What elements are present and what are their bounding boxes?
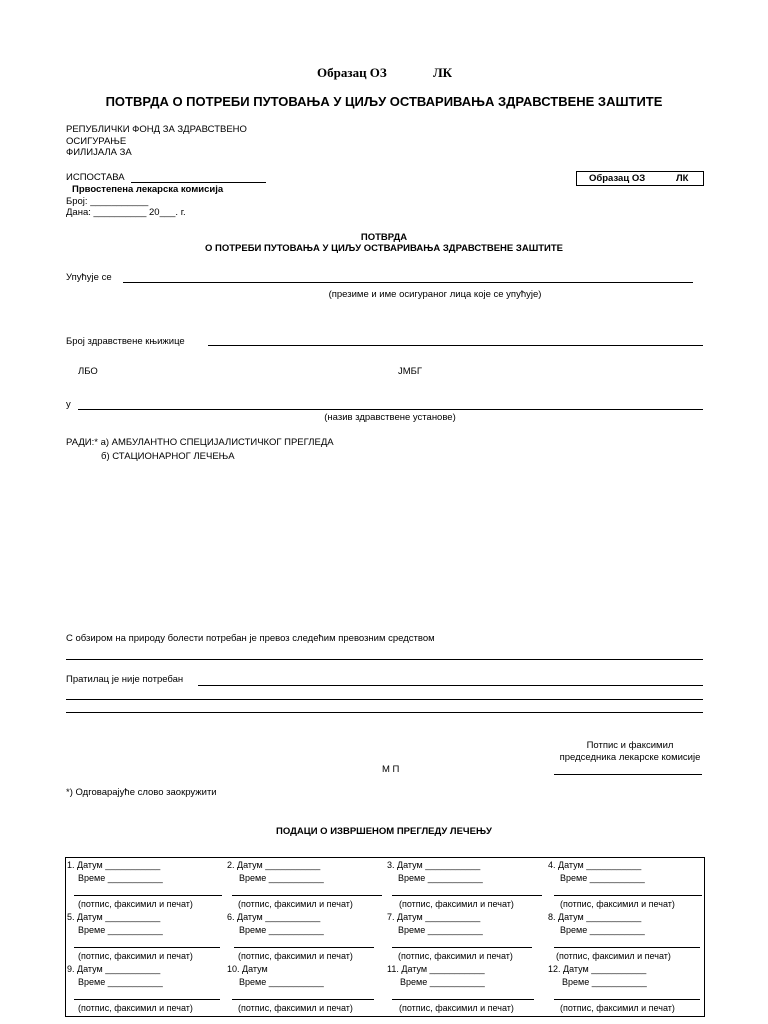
doc-title-line2: О ПОТРЕБИ ПУТОВАЊА У ЦИЉУ ОСТВАРИВАЊА ЗДРАВСТВЕНЕ ЗАШТИТЕ	[204, 243, 564, 254]
exam-date-2: 2. Датум ___________	[227, 860, 321, 870]
exam-sign-line-4[interactable]	[554, 895, 702, 896]
exam-sign-5: (потпис, факсимил и печат)	[78, 951, 193, 961]
broj-knjizice-line[interactable]	[208, 345, 703, 346]
exam-cell-8[interactable]	[546, 910, 704, 962]
signature-line1: Потпис и факсимил	[586, 740, 674, 751]
radi-option-a[interactable]: РАДИ:* а) АМБУЛАНТНО СПЕЦИЈАЛИСТИЧКОГ ПРЕГЛЕДА	[66, 437, 334, 448]
exam-cell-1[interactable]	[66, 858, 226, 910]
form-code: ЛК	[433, 65, 453, 80]
main-title: ПОТВРДА О ПОТРЕБИ ПУТОВАЊА У ЦИЉУ ОСТВАРИВАЊА ЗДРАВСТВЕНЕ ЗАШТИТЕ	[105, 94, 663, 109]
exam-date-1: 1. Датум ___________	[67, 860, 161, 870]
footnote: *) Одговарајуће слово заокружити	[66, 787, 217, 798]
ispostava-line[interactable]	[131, 182, 266, 183]
exam-cell-2[interactable]	[226, 858, 386, 910]
box-form-code: ЛК	[676, 173, 689, 184]
exam-date-8: 8. Датум ___________	[548, 912, 642, 922]
exam-sign-line-12[interactable]	[554, 999, 700, 1000]
exam-sign-line-3[interactable]	[392, 895, 542, 896]
exam-cell-7[interactable]	[386, 910, 546, 962]
exam-sign-9: (потпис, факсимил и печат)	[78, 1003, 193, 1013]
box-form-label: Образац ОЗ	[589, 173, 646, 184]
exam-sign-line-1[interactable]	[74, 895, 222, 896]
exam-sign-line-7[interactable]	[392, 947, 532, 948]
dana-field[interactable]: Дана: __________ 20___. г.	[66, 207, 186, 218]
exam-date-3: 3. Датум ___________	[387, 860, 481, 870]
doc-title-line1: ПОТВРДА	[360, 232, 408, 243]
upucuje-label: Упућује се	[66, 272, 112, 283]
commission-label: Првостепена лекарска комисија	[72, 184, 224, 195]
exam-time-3: Време ___________	[398, 873, 483, 883]
broj-field[interactable]: Број: ___________	[66, 196, 149, 207]
prevoz-line[interactable]	[66, 659, 703, 660]
exam-sign-2: (потпис, факсимил и печат)	[238, 899, 353, 909]
exam-cell-12[interactable]	[546, 962, 704, 1016]
exam-cell-3[interactable]	[386, 858, 546, 910]
exam-time-1: Време ___________	[78, 873, 163, 883]
exam-sign-line-2[interactable]	[232, 895, 382, 896]
extra-line-1[interactable]	[66, 699, 703, 700]
exam-cell-5[interactable]	[66, 910, 226, 962]
mp-label: М П	[382, 764, 400, 775]
exam-sign-1: (потпис, факсимил и печат)	[78, 899, 193, 909]
exam-time-6: Време ___________	[239, 925, 324, 935]
exam-cell-11[interactable]	[386, 962, 546, 1016]
u-label: у	[66, 399, 71, 410]
exam-sign-4: (потпис, факсимил и печат)	[560, 899, 675, 909]
exam-date-7: 7. Датум ___________	[387, 912, 481, 922]
lbo-label: ЛБО	[78, 366, 98, 377]
issuer-line2: ОСИГУРАЊЕ	[66, 136, 127, 147]
exam-sign-line-5[interactable]	[74, 947, 220, 948]
exam-sign-12: (потпис, факсимил и печат)	[560, 1003, 675, 1013]
ustanova-hint: (назив здравствене установе)	[324, 412, 456, 423]
ustanova-line[interactable]	[78, 409, 703, 410]
jmbg-label: ЈМБГ	[398, 366, 423, 377]
exam-cell-10[interactable]	[226, 962, 386, 1016]
exam-sign-line-10[interactable]	[232, 999, 374, 1000]
form-code-box	[576, 171, 704, 186]
prevoz-label: С обзиром на природу болести потребан је превоз следећим превозним средством	[66, 633, 435, 644]
exam-time-10: Време ___________	[239, 977, 324, 987]
extra-line-2[interactable]	[66, 712, 703, 713]
exam-time-7: Време ___________	[398, 925, 483, 935]
exam-cell-9[interactable]	[66, 962, 226, 1016]
exam-sign-line-6[interactable]	[234, 947, 374, 948]
exam-date-5: 5. Датум ___________	[67, 912, 161, 922]
exam-date-4: 4. Датум ___________	[548, 860, 642, 870]
exam-date-10: 10. Датум	[227, 964, 268, 974]
radi-option-b[interactable]: б) СТАЦИОНАРНОГ ЛЕЧЕЊА	[101, 451, 235, 462]
issuer-line1: РЕПУБЛИЧКИ ФОНД ЗА ЗДРАВСТВЕНО	[66, 124, 247, 135]
exam-time-2: Време ___________	[239, 873, 324, 883]
exam-time-12: Време ___________	[562, 977, 647, 987]
broj-knjizice-label: Број здравствене књижице	[66, 336, 185, 347]
exam-sign-line-9[interactable]	[74, 999, 220, 1000]
exam-date-9: 9. Датум ___________	[67, 964, 161, 974]
exam-cell-4[interactable]	[546, 858, 704, 910]
pratilac-label[interactable]: Пратилац је није потребан	[66, 674, 184, 685]
exam-sign-6: (потпис, факсимил и печат)	[238, 951, 353, 961]
exam-sign-line-8[interactable]	[554, 947, 700, 948]
exam-sign-8: (потпис, факсимил и печат)	[556, 951, 671, 961]
exam-table	[65, 857, 705, 1017]
upucuje-hint: (презиме и име осигураног лица које се упућује)	[328, 289, 542, 300]
signature-line[interactable]	[554, 774, 702, 775]
exam-sign-11: (потпис, факсимил и печат)	[399, 1003, 514, 1013]
exam-date-11: 11. Датум ___________	[387, 964, 485, 974]
exam-date-12: 12. Датум ___________	[548, 964, 647, 974]
exam-sign-line-11[interactable]	[392, 999, 534, 1000]
form-label: Образац ОЗ	[317, 65, 387, 80]
exam-time-5: Време ___________	[78, 925, 163, 935]
exam-sign-7: (потпис, факсимил и печат)	[398, 951, 513, 961]
exam-sign-10: (потпис, факсимил и печат)	[238, 1003, 353, 1013]
exam-time-8: Време ___________	[560, 925, 645, 935]
exam-sign-3: (потпис, факсимил и печат)	[399, 899, 514, 909]
exam-date-6: 6. Датум ___________	[227, 912, 321, 922]
exam-cell-6[interactable]	[226, 910, 386, 962]
signature-line2: председника лекарске комисије	[559, 752, 701, 763]
upucuje-line[interactable]	[123, 282, 693, 283]
pratilac-line[interactable]	[198, 685, 703, 686]
exam-time-11: Време ___________	[400, 977, 485, 987]
exam-time-4: Време ___________	[560, 873, 645, 883]
table-title: ПОДАЦИ О ИЗВРШЕНОМ ПРЕГЛЕДУ ЛЕЧЕЊУ	[276, 826, 492, 837]
issuer-line3: ФИЛИЈАЛА ЗА	[66, 147, 132, 158]
exam-time-9: Време ___________	[78, 977, 163, 987]
ispostava-label: ИСПОСТАВА	[66, 172, 125, 183]
